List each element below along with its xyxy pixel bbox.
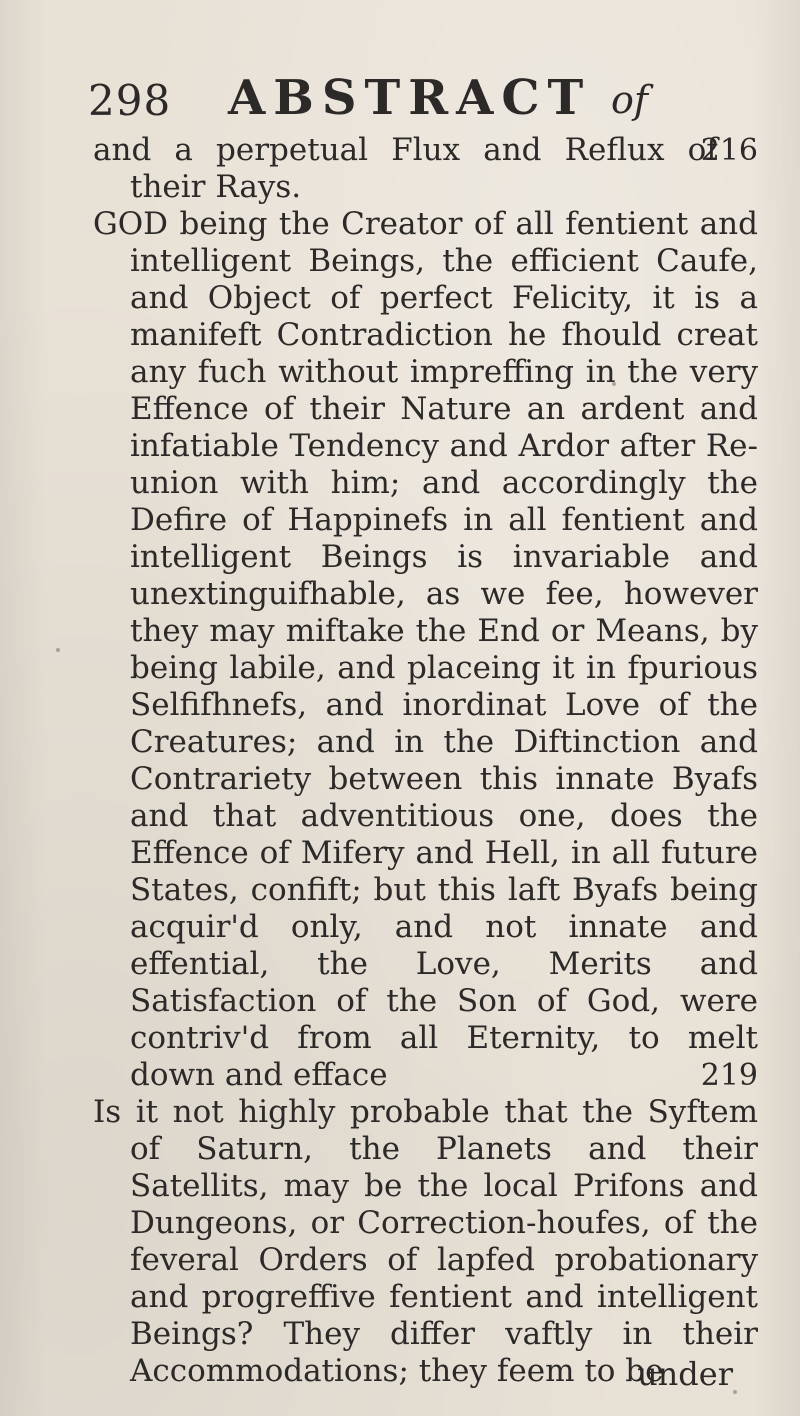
entry-rays: [93, 132, 758, 206]
page-reference: 219: [700, 1058, 758, 1093]
page-reference: 216: [700, 133, 758, 168]
entry-god-creator: [93, 206, 758, 1094]
catchword: under: [637, 1355, 733, 1393]
running-head: ABSTRACT: [228, 70, 592, 126]
paper-speck: [56, 648, 60, 652]
page-number: 298: [88, 76, 172, 125]
entry-text: Is it not highly probable that the Syftem of Saturn, the Planets and their Satellits, may be the local Prifons and Dungeons, or Correction-houfes, of the feveral Orders of lapfed probationary and progreffive fentient and intelligent Beings? They differ vaftly in their Accommodations; they feem to be: [93, 1094, 758, 1389]
entry-saturn-system: [93, 1094, 758, 1390]
abstract-entries: [93, 132, 758, 1390]
paper-speck: [733, 1390, 737, 1394]
running-head-suffix: of: [611, 78, 648, 122]
page-header: [88, 70, 730, 130]
entry-text: and a perpetual Flux and Reflux of their Rays.: [93, 132, 718, 205]
entry-text: GOD being the Creator of all fentient and intelligent Beings, the efficient Caufe, and Object of perfect Felicity, it is a manifeft Contradiction he fhould creat any fuch without impreffing in the very Effence of their Nature an ardent and infatiable Tendency and Ardor after Re-union with him; and accordingly the Defire of Happinefs in all fentient and intelligent Beings is invariable and unextinguifhable, as we fee, however they may miftake the End or Means, by being labile, and placeing it in fpurious Selfifhnefs, and inordinat Love of the Creatures; and in the Diftinction and Contrariety between this innate Byafs and that adventitious one, does the Effence of Mifery and Hell, in all future States, confift; but this laft Byafs being acquir'd only, and not innate and effential, the Love, Merits and Satisfaction of the Son of God, were contriv'd from all Eternity, to melt down and efface: [93, 206, 758, 1093]
